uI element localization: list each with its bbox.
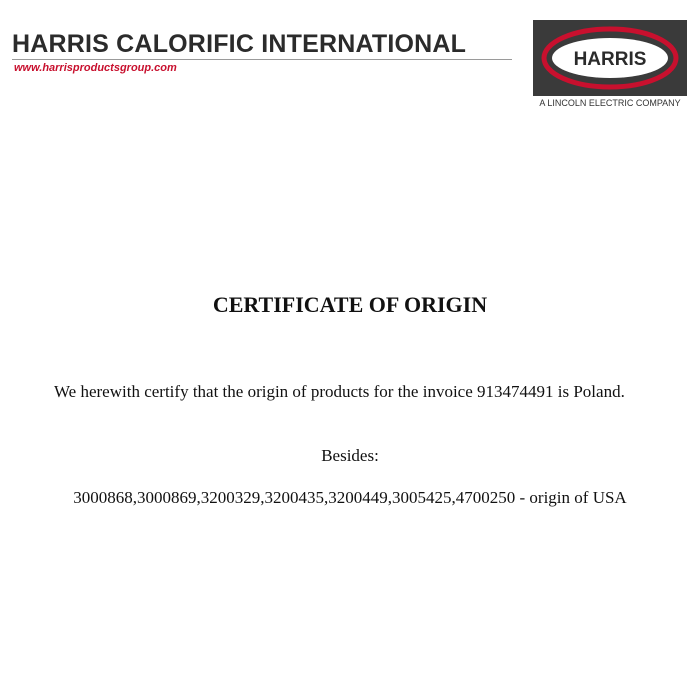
origin-exceptions: 3000868,3000869,3200329,3200435,3200449,3005425,4700250 - origin of USA — [73, 488, 627, 507]
harris-logo-graphic — [533, 20, 687, 96]
logo-wordmark: HARRIS — [573, 49, 647, 70]
company-name: HARRIS CALORIFIC INTERNATIONAL — [12, 30, 467, 58]
document-title: CERTIFICATE OF ORIGIN — [212, 292, 488, 317]
besides-label: Besides: — [321, 446, 379, 465]
harris-logo — [533, 20, 687, 96]
company-website: www.harrisproductsgroup.com — [14, 62, 177, 74]
logo-tagline: A LINCOLN ELECTRIC COMPANY — [539, 98, 681, 108]
certification-statement: We herewith certify that the origin of products for the invoice 913474491 is Poland. — [54, 382, 625, 401]
header-divider — [12, 59, 512, 60]
